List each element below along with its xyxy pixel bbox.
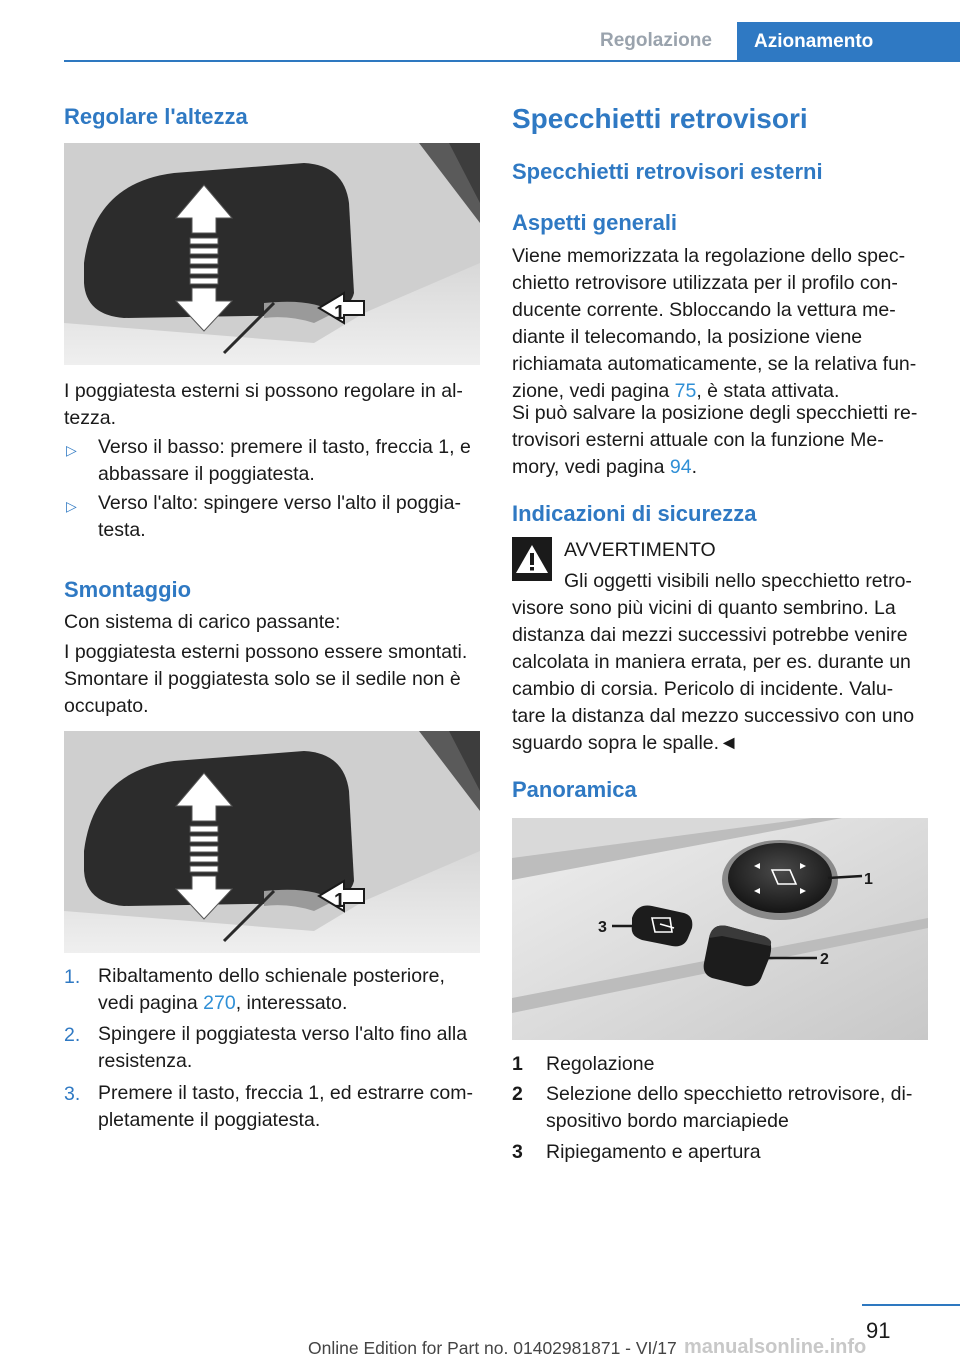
header-section-tab: Regolazione xyxy=(600,30,712,51)
legend-text-adjustment: Regolazione xyxy=(546,1053,655,1075)
memory-text: Si può salvare la posizione degli specchietti re- trovisori esterni attuale con la funzione Me- mory, vedi pagina 94. xyxy=(512,402,918,478)
legend-number: 2 xyxy=(512,1083,523,1105)
step-3-text: Premere il tasto, freccia 1, ed estrarre com- pletamente il poggiatesta. xyxy=(98,1082,473,1131)
step-1-text: Ribaltamento dello schienale posteriore, vedi pagina 270, interessato. xyxy=(98,965,445,1014)
bullet-item-down: Verso il basso: premere il tasto, freccia 1, e abbassare il poggiatesta. xyxy=(98,436,471,485)
bullet-marker: ▷ xyxy=(66,442,77,458)
warning-text-first-line: Gli oggetti visibili nello specchietto retro- xyxy=(564,570,912,592)
headrest-height-figure xyxy=(64,143,480,365)
heading-exterior-mirrors: Specchietti retrovisori esterni xyxy=(512,159,823,184)
warning-icon xyxy=(512,537,552,581)
heading-overview: Panoramica xyxy=(512,777,637,802)
footer-rule xyxy=(862,1304,960,1306)
header-rule xyxy=(64,60,960,62)
headrest-removal-figure xyxy=(64,731,480,953)
footer-edition: Online Edition for Part no. 01402981871 - VI/17 xyxy=(308,1338,677,1358)
step-number: 1. xyxy=(64,966,81,988)
legend-text-fold: Ripiegamento e apertura xyxy=(546,1141,761,1163)
heading-general: Aspetti generali xyxy=(512,210,678,235)
heading-removal: Smontaggio xyxy=(64,577,192,602)
heading-safety: Indicazioni di sicurezza xyxy=(512,501,757,526)
warning-title: AVVERTIMENTO xyxy=(564,539,716,561)
step-number: 3. xyxy=(64,1083,81,1105)
fig3-callout-2: 2 xyxy=(820,951,829,968)
page-link-94[interactable]: 94 xyxy=(669,456,692,478)
warning-text: visore sono più vicini di quanto sembrino. La distanza dai mezzi successivi potrebbe venire calcolata in maniera errata, per es. durante un cambio di corsia. Pericolo di incidente. Valu- tare la distanza dal mezzo successivo con uno sguardo sopra le spalle.◄ xyxy=(512,597,915,754)
legend-number: 1 xyxy=(512,1053,523,1075)
fig1-callout-1: 1 xyxy=(334,302,346,324)
header-active-tab: Azionamento xyxy=(737,22,960,62)
heading-adjust-height: Regolare l'altezza xyxy=(64,104,248,129)
bullet-marker: ▷ xyxy=(66,498,77,514)
step-2-text: Spingere il poggiatesta verso l'alto fino alla resistenza. xyxy=(98,1023,468,1072)
mirror-controls-figure xyxy=(512,818,928,1040)
height-intro-text: I poggiatesta esterni si possono regolare in al- tezza. xyxy=(64,380,463,429)
page-link-75[interactable]: 75 xyxy=(674,380,697,402)
legend-text-mirror-select: Selezione dello specchietto retrovisore, di- spositivo bordo marciapiede xyxy=(546,1083,913,1132)
fig3-callout-3: 3 xyxy=(598,919,607,936)
legend-number: 3 xyxy=(512,1141,523,1163)
general-text: Viene memorizzata la regolazione dello spec- chietto retrovisore utilizzata per il profilo con- ducente corrente. Sbloccando la vettura me- diante il telecomando, la posizione viene richiamata automaticamente, se la relativa fun- zione, vedi pagina 75, è stata attivata. xyxy=(512,245,917,402)
removal-description-text: I poggiatesta esterni possono essere smontati. Smontare il poggiatesta solo se il sedile non è occupato. xyxy=(64,641,468,717)
fig3-callout-1: 1 xyxy=(864,871,873,888)
page-number: 91 xyxy=(866,1318,891,1343)
bullet-item-up: Verso l'alto: spingere verso l'alto il poggia- testa. xyxy=(98,492,461,541)
step-number: 2. xyxy=(64,1024,81,1046)
removal-condition-text: Con sistema di carico passante: xyxy=(64,611,341,633)
page-link-270[interactable]: 270 xyxy=(203,992,236,1014)
footer-watermark: manualsonline.info xyxy=(684,1336,867,1358)
fig2-callout-1: 1 xyxy=(334,890,346,912)
page-title: Specchietti retrovisori xyxy=(512,103,808,134)
